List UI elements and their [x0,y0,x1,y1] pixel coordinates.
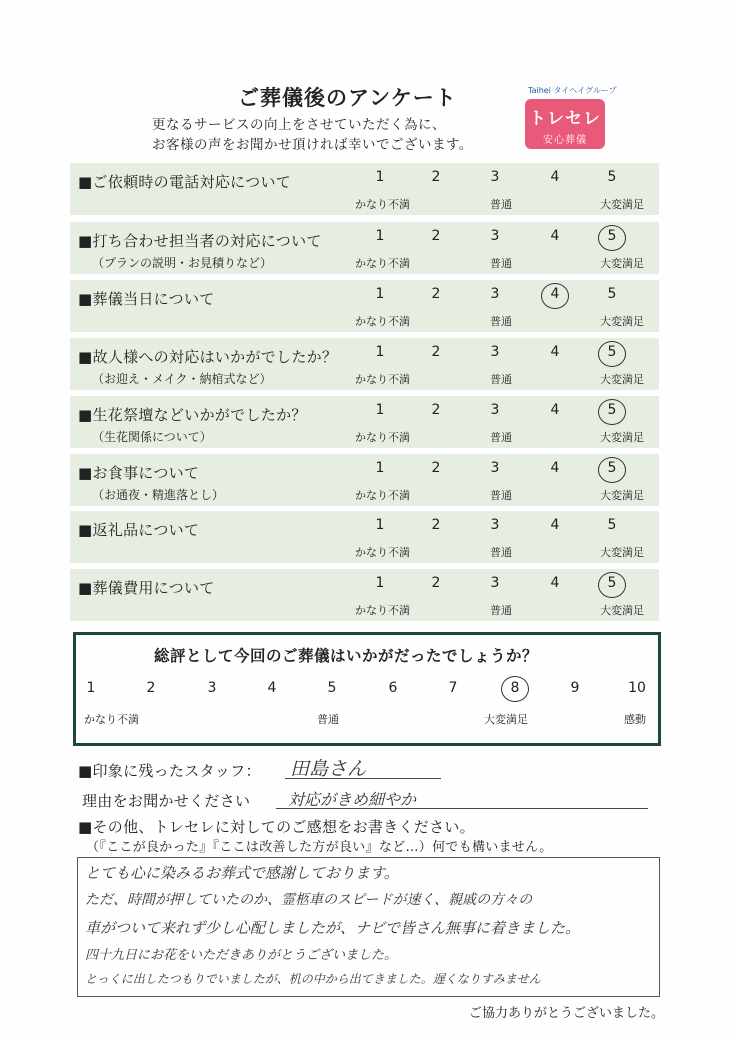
staff-answer: 田島さん [290,758,367,780]
overall-title: 総評として今回のご葬儀はいかがだったでしょうか？ [154,647,539,665]
question-row [70,454,659,506]
overall-option[interactable]: 1 [86,680,96,696]
selected-rating-circle [598,572,626,598]
rating-option[interactable]: 4 [550,344,560,360]
rating-option[interactable]: 5 [607,517,617,533]
selected-rating-circle [598,341,626,367]
selected-rating-circle [598,457,626,483]
rating-option[interactable]: 3 [490,575,500,591]
overall-option[interactable]: 3 [207,680,217,696]
rating-option[interactable]: 3 [490,344,500,360]
rating-option[interactable]: 2 [431,344,441,360]
rating-option[interactable]: 5 [607,460,617,476]
rating-option[interactable]: 4 [550,286,560,302]
question-row [70,396,659,448]
question-label: ■葬儀当日について [78,290,215,308]
question-label: ■ご依頼時の電話対応について [78,173,292,191]
comment-line: 車がついて来れず少し心配しましたが、ナビで皆さん無事に着きました。 [85,919,581,937]
comments-label: ■その他、トレセレに対してのご感想をお書きください。 [78,818,475,836]
rating-option[interactable]: 4 [550,228,560,244]
question-sub: （お迎え・メイク・納棺式など） [92,372,272,386]
selected-rating-circle [598,399,626,425]
rating-option[interactable]: 1 [375,286,385,302]
question-sub: （お通夜・精進落とし） [92,488,225,502]
intro-line-1: 更なるサービスの向上をさせていただく為に、 [152,117,446,133]
comment-line: とっくに出したつもりでいましたが、机の中から出てきました。遅くなりすみません [85,972,541,986]
overall-rating-box [73,632,661,746]
scale-mid-label: 普通 [490,315,512,328]
rating-option[interactable]: 2 [431,228,441,244]
scale-high-label: 大変満足 [600,489,644,502]
scale-low-label: かなり不満 [355,373,410,386]
scale-high-label: 大変満足 [600,604,644,617]
rating-option[interactable]: 2 [431,169,441,185]
rating-option[interactable]: 4 [550,460,560,476]
rating-option[interactable]: 5 [607,402,617,418]
question-row [70,222,659,274]
comment-line: ただ、時間が押していたのか、霊柩車のスピードが速く、親戚の方々の [85,892,533,908]
thanks-text: ご協力ありがとうございました。 [469,1006,665,1021]
rating-option[interactable]: 3 [490,460,500,476]
scale-low-label: かなり不満 [355,315,410,328]
scale-high-label: 大変満足 [600,315,644,328]
question-label: ■打ち合わせ担当者の対応について [78,232,322,250]
rating-option[interactable]: 5 [607,228,617,244]
rating-option[interactable]: 3 [490,228,500,244]
scale-low-label: かなり不満 [355,431,410,444]
scale-mid-label: 普通 [490,373,512,386]
rating-option[interactable]: 1 [375,575,385,591]
scale-low-label: かなり不満 [355,604,410,617]
scale-mid-label: 普通 [490,489,512,502]
scale-high-label: 大変満足 [600,373,644,386]
scale-low-label: かなり不満 [355,257,410,270]
rating-option[interactable]: 3 [490,169,500,185]
question-row [70,280,659,332]
comment-line: 四十九日にお花をいただきありがとうございました。 [85,948,398,963]
rating-option[interactable]: 5 [607,575,617,591]
selected-rating-circle [598,225,626,251]
brand-group-text: Taihei タイヘイグループ [528,86,617,95]
reason-label: 理由をお聞かせください [82,792,251,810]
question-row [70,163,659,215]
overall-option[interactable]: 6 [388,680,398,696]
rating-option[interactable]: 2 [431,517,441,533]
scale-low-label: かなり不満 [355,198,410,211]
rating-option[interactable]: 4 [550,517,560,533]
rating-option[interactable]: 2 [431,575,441,591]
rating-option[interactable]: 1 [375,517,385,533]
question-label: ■葬儀費用について [78,579,215,597]
brand-badge [525,99,605,149]
question-row [70,569,659,621]
scale-mid-label: 普通 [490,546,512,559]
rating-option[interactable]: 4 [550,402,560,418]
overall-scale-low: かなり不満 [84,713,139,726]
rating-option[interactable]: 1 [375,344,385,360]
scale-mid-label: 普通 [490,198,512,211]
rating-option[interactable]: 3 [490,517,500,533]
rating-option[interactable]: 1 [375,402,385,418]
overall-option[interactable]: 9 [570,680,580,696]
overall-option[interactable]: 4 [267,680,277,696]
overall-scale-high: 大変満足 [484,713,528,726]
rating-option[interactable]: 1 [375,460,385,476]
staff-label: ■印象に残ったスタッフ： [78,762,261,780]
scale-mid-label: 普通 [490,257,512,270]
brand-logo [525,85,617,149]
comment-line: とても心に染みるお葬式で感謝しております。 [85,864,399,882]
selected-rating-circle [541,283,569,309]
scale-low-label: かなり不満 [355,489,410,502]
scale-high-label: 大変満足 [600,431,644,444]
rating-option[interactable]: 2 [431,286,441,302]
question-row [70,511,659,563]
question-label: ■生花祭壇などいかがでしたか？ [78,406,307,424]
scale-low-label: かなり不満 [355,546,410,559]
rating-option[interactable]: 4 [550,169,560,185]
question-sub: （生花関係について） [92,430,212,444]
overall-scale-mid: 普通 [317,713,339,726]
scale-high-label: 大変満足 [600,546,644,559]
rating-option[interactable]: 5 [607,344,617,360]
overall-option[interactable]: 7 [448,680,458,696]
rating-option[interactable]: 5 [607,169,617,185]
question-label: ■故人様への対応はいかがでしたか？ [78,348,338,366]
rating-option[interactable]: 4 [550,575,560,591]
overall-option[interactable]: 2 [146,680,156,696]
overall-option[interactable]: 10 [628,680,646,696]
brand-tagline: 安心葬儀 [543,135,587,146]
question-sub: （プランの説明・お見積りなど） [92,256,273,270]
question-label: ■返礼品について [78,521,200,539]
scale-high-label: 大変満足 [600,198,644,211]
intro-line-2: お客様の声をお聞かせ頂ければ幸いでございます。 [152,137,473,153]
rating-option[interactable]: 1 [375,228,385,244]
question-row [70,338,659,390]
overall-option[interactable]: 5 [327,680,337,696]
rating-option[interactable]: 1 [375,169,385,185]
brand-group [525,85,617,96]
overall-selected-circle [501,676,529,702]
rating-option[interactable]: 2 [431,402,441,418]
scale-high-label: 大変満足 [600,257,644,270]
scale-mid-label: 普通 [490,604,512,617]
overall-option[interactable]: 8 [510,680,520,696]
comments-hint: （『ここが良かった』『ここは改善した方が良い』など…）何でも構いません。 [86,840,553,855]
rating-option[interactable]: 3 [490,402,500,418]
overall-scale-top: 感動 [624,713,646,726]
rating-option[interactable]: 3 [490,286,500,302]
question-label: ■お食事について [78,464,200,482]
reason-answer: 対応がきめ細やか [288,790,417,809]
staff-underline [285,778,441,779]
scale-mid-label: 普通 [490,431,512,444]
rating-option[interactable]: 2 [431,460,441,476]
page-title: ご葬儀後のアンケート [238,86,457,110]
rating-option[interactable]: 5 [607,286,617,302]
brand-name: トレセレ [529,109,601,129]
reason-underline [276,808,648,809]
